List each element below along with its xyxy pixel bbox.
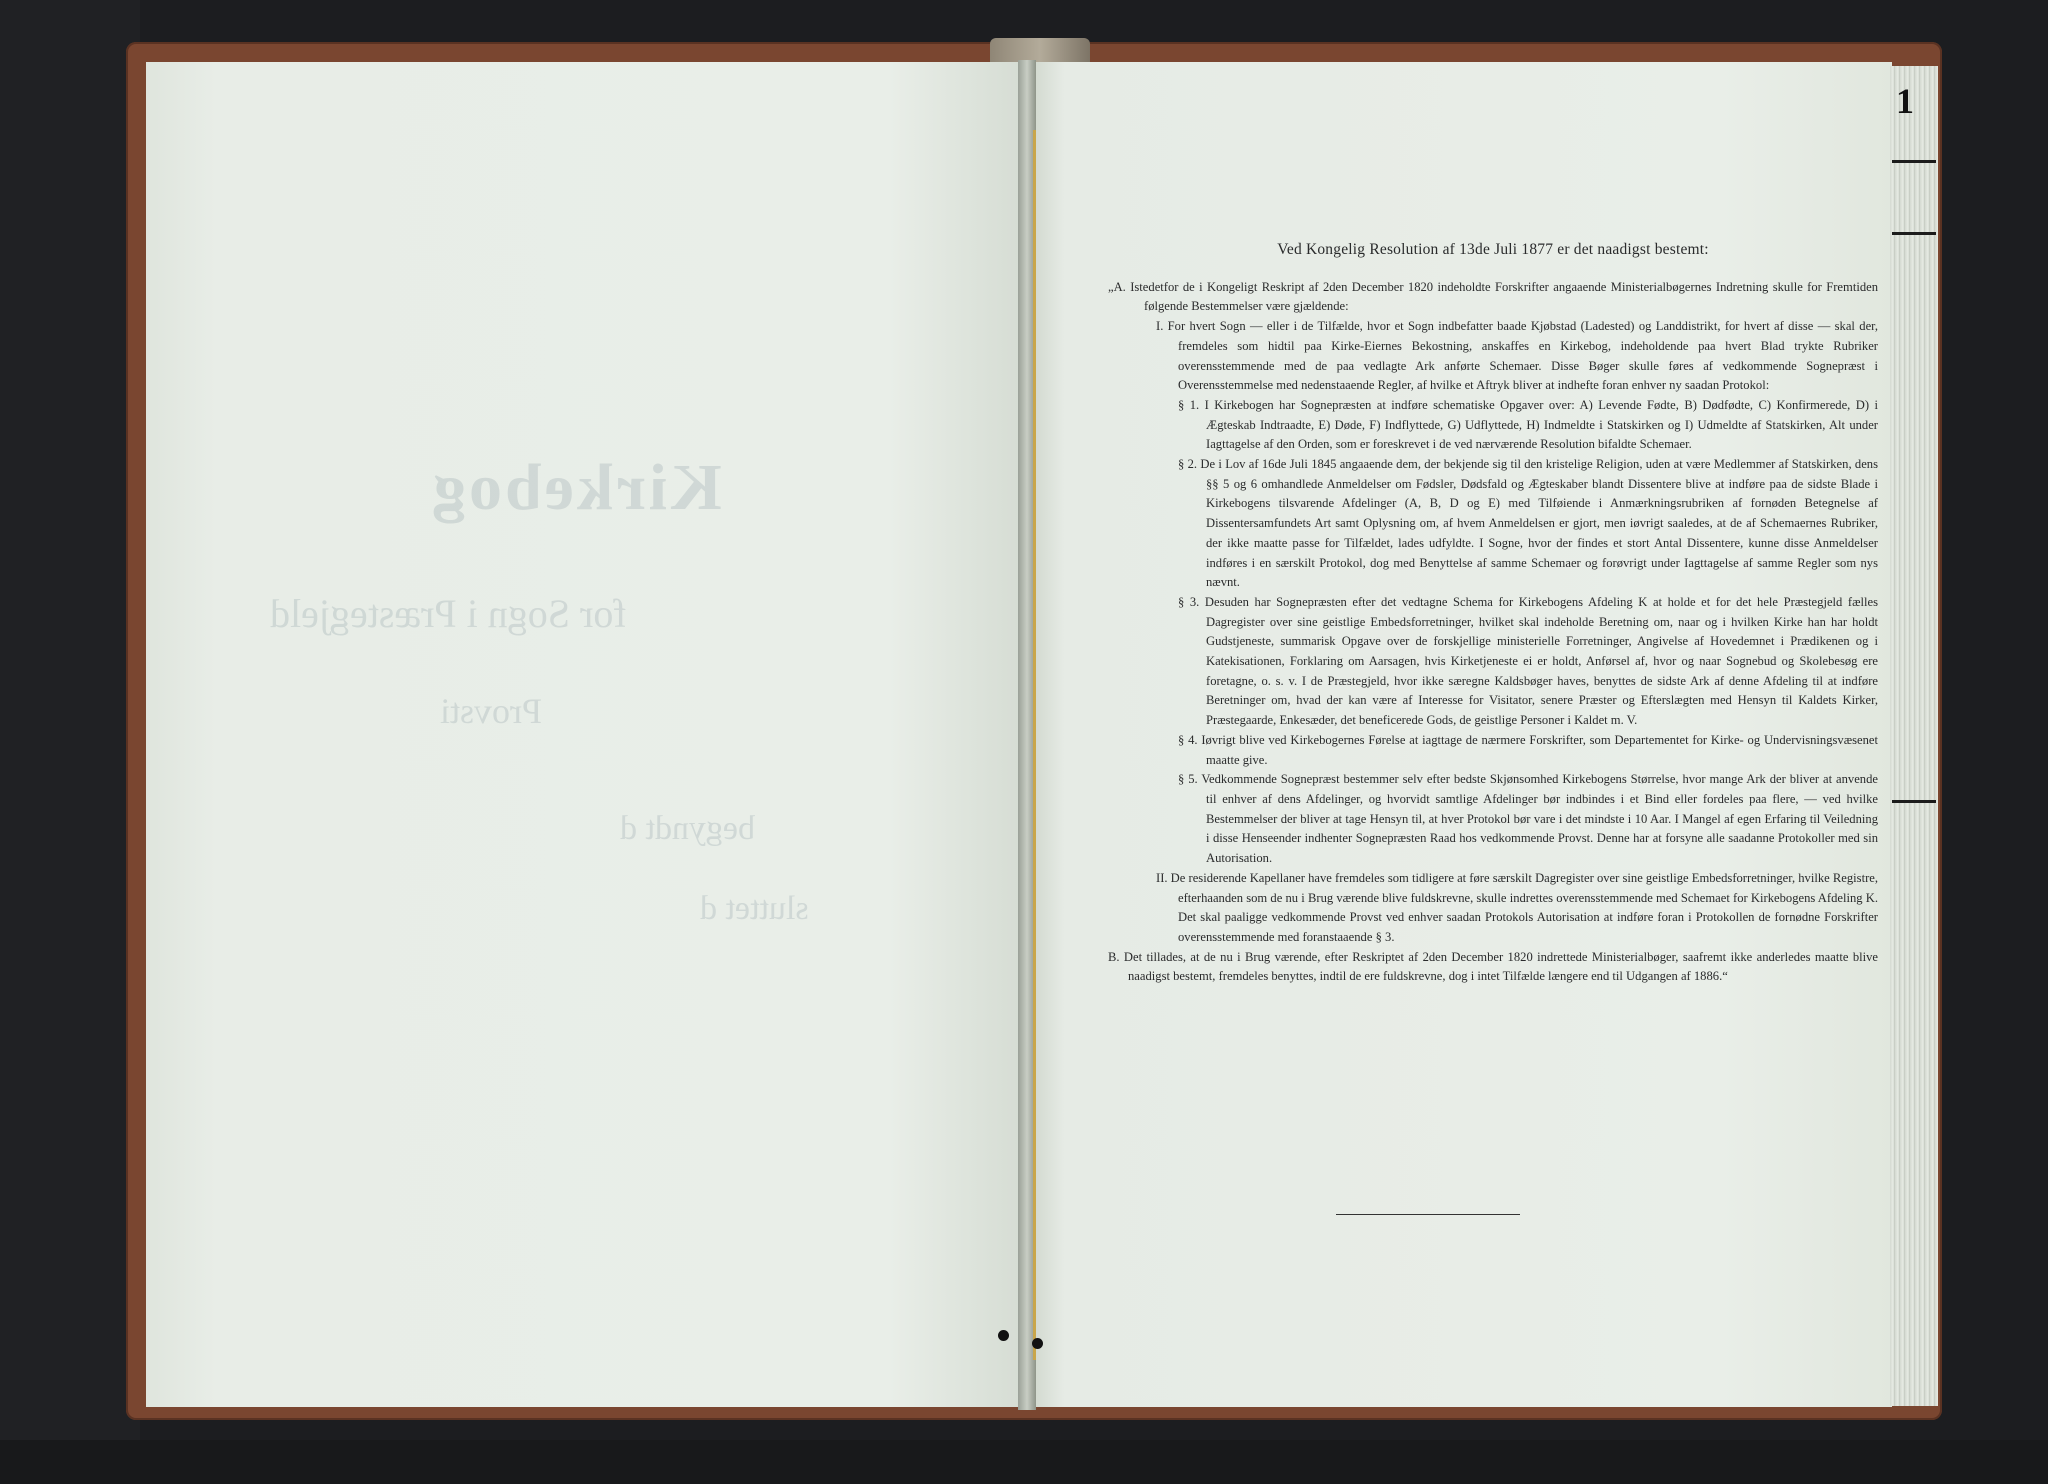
- paragraph-2: [1108, 455, 1878, 593]
- scan-background-bottom: [0, 1440, 2048, 1484]
- paragraph-3-text: § 3. Desuden har Sognepræsten efter det vedtagne Schema for Kirkebogens Afdeling K at holde et for det hele Præstegjeld fælles Dagregister over sine geistlige Embedsforretninger, hvilket skal indeholde Beretning om, naar og i hvilken Kirke han har holdt Gudstjeneste, summarisk Opgave over de forskjellige ministerielle Forretninger, Angivelse af Hovedemnet i Prædikenen og i Katekisationen, Forklaring om Aarsagen, hvis Kirketjeneste ei er holdt, Anførsel af, hvor og naar Sognebud og Skolebesøg ere foretagne, o. s. v. I de Præstegjeld, hvor ikke særegne Kaldsbøger haves, benyttes de sidste Ark af denne Afdeling til at indføre Beretninger om, hvad der kan være af Interesse for Visitator, senere Præster og Efterslægten med Hensyn til Kaldets Kirker, Præstegaarde, Enkesæder, det beneficerede Gods, de geistlige Personer i Kaldet m. V.: [1178, 594, 1878, 728]
- closing-rule: [1336, 1214, 1520, 1215]
- left-page-ghost-title: Kirkebog: [430, 451, 722, 524]
- paragraph-1: [1108, 396, 1878, 455]
- paragraph-1-text: § 1. I Kirkebogen har Sognepræsten at indføre schematiske Opgaver over: A) Levende Fødte, B) Dødfødte, C) Konfirmerede, D) i Ægteskab Indtraadte, E) Døde, F) Indflyttede, G) Udflyttede, H) Indmeldte i Statskirken og I) Udmeldte af Statskirken, Alt under Iagttagelse af den Orden, som er foreskrevet i de ved nærværende Resolution bifaldte Schemaer.: [1178, 397, 1878, 452]
- section-ii-text: II. De residerende Kapellaner have fremdeles som tidligere at føre særskilt Dagregister over sine geistlige Embedsforretninger, hvilke Registre, efterhaanden som de nu i Brug værende blive fuldskrevne, skulle indrettes overensstemmende med Schemaet for Kirkebogens Afdeling K. Det skal paaligge vedkommende Provst ved enhver saadan Protokols Autorisation at indføre foran i Protokollen de fornødne Forskrifter overensstemmende med foranstaaende § 3.: [1156, 870, 1878, 944]
- thumb-tab-mark: [1892, 160, 1936, 163]
- section-i: [1108, 317, 1878, 396]
- resolution-title: Ved Kongelig Resolution af 13de Juli 1877 er det naadigst bestemt:: [1277, 241, 1709, 258]
- paragraph-5: [1108, 770, 1878, 869]
- left-page: [146, 62, 1020, 1407]
- left-page-ghost-line: sluttet d: [700, 890, 809, 927]
- paragraph-4-text: § 4. Iøvrigt blive ved Kirkebogernes Førelse at iagttage de nærmere Forskrifter, som Departementet for Kirke- og Undervisningsvæsenet maatte give.: [1178, 732, 1878, 767]
- binding-hole: [998, 1330, 1009, 1341]
- thumb-tab-mark: [1892, 800, 1936, 803]
- page-tab-number: 1: [1896, 81, 1914, 121]
- page-edges: [1890, 66, 1938, 1406]
- resolution-text-block: [1108, 240, 1878, 987]
- left-page-ghost-line: Provsti: [440, 691, 543, 731]
- paragraph-4: [1108, 731, 1878, 770]
- thumb-tab-mark: [1892, 232, 1936, 235]
- scan-background: [0, 0, 140, 1484]
- section-b: [1108, 948, 1878, 987]
- section-b-text: B. Det tillades, at de nu i Brug værende, efter Reskriptet af 2den December 1820 indrettede Ministerialbøger, saafremt ikke anderledes maatte blive naadigst bestemt, fremdeles benyttes, indtil de ere fuldskrevne, dog i intet Tilfælde længere end til Udgangen af 1886.“: [1108, 949, 1878, 984]
- paragraph-3: [1108, 593, 1878, 731]
- paragraph-5-text: § 5. Vedkommende Sognepræst bestemmer selv efter bedste Skjønsomhed Kirkebogens Størrelse, hvor mange Ark der bliver at anvende til enhver af dens Afdelinger, og hvorvidt samtlige Afdelinger bør indbindes i et Bind eller fordeles paa flere, — ved hvilke Bestemmelser der bliver at tage Hensyn til, at hver Protokol bør vare i det mindste i 10 Aar. I Mangel af egen Erfaring til Veiledning i disse Henseender indhenter Sognepræsten Raad hos vedkommende Provst. Denne har at forsyne alle saadanne Protokoller med sin Autorisation.: [1178, 772, 1878, 866]
- left-page-ghost-line: begyndt d: [620, 810, 756, 847]
- gilt-edge: [1033, 130, 1036, 1360]
- left-page-ghost-line: for Sogn i Præstegjeld: [270, 591, 627, 636]
- binding-hole: [1032, 1338, 1043, 1349]
- section-i-text: I. For hvert Sogn — eller i de Tilfælde, hvor et Sogn indbefatter baade Kjøbstad (Ladested) og Landdistrikt, for hvert af disse — skal der, fremdeles som hidtil paa Kirke-Eiernes Bekostning, anskaffes en Kirkebog, indeholdende paa hvert Blad trykte Rubriker overensstemmende med de paa vedlagte Ark anførte Schemaer. Disse Bøger skulle føres af vedkommende Sognepræst i Overensstemmelse med nedenstaaende Regler, af hvilke et Aftryk bliver at indhefte foran enhver ny saadan Protokol:: [1156, 319, 1878, 393]
- section-ii: [1108, 869, 1878, 948]
- section-a: „A. Istedetfor de i Kongeligt Reskript af 2den December 1820 indeholdte Forskrifter angaaende Ministerialbøgernes Indretning skulle for Fremtiden følgende Bestemmelser være gjældende:: [1108, 279, 1878, 314]
- paragraph-2-text: § 2. De i Lov af 16de Juli 1845 angaaende dem, der bekjende sig til den kristelige Religion, uden at være Medlemmer af Statskirken, dens §§ 5 og 6 omhandlede Anmeldelser om Fødsler, Dødsfald og Ægteskaber blandt Dissentere blive at indføre paa de sidste Blade i Kirkebogens tilsvarende Afdelinger (A, B, D og E) med Tilføiende i Anmærkningsrubriken af fornøden Betegnelse af Dissentersamfundets Art samt Oplysning om, af hvem Anmeldelsen er gjort, men iøvrigt saaledes, at de af Schemaernes Rubriker, der ikke maatte passe for Tilfældet, lades udfyldte. I Sogne, hvor der findes et stort Antal Dissentere, kunne disse Anmeldelser indføres i en særskilt Protokol, dog med Benyttelse af samme Schemaer og forøvrigt under Iagttagelse af samme Regler som nys nævnt.: [1178, 457, 1878, 590]
